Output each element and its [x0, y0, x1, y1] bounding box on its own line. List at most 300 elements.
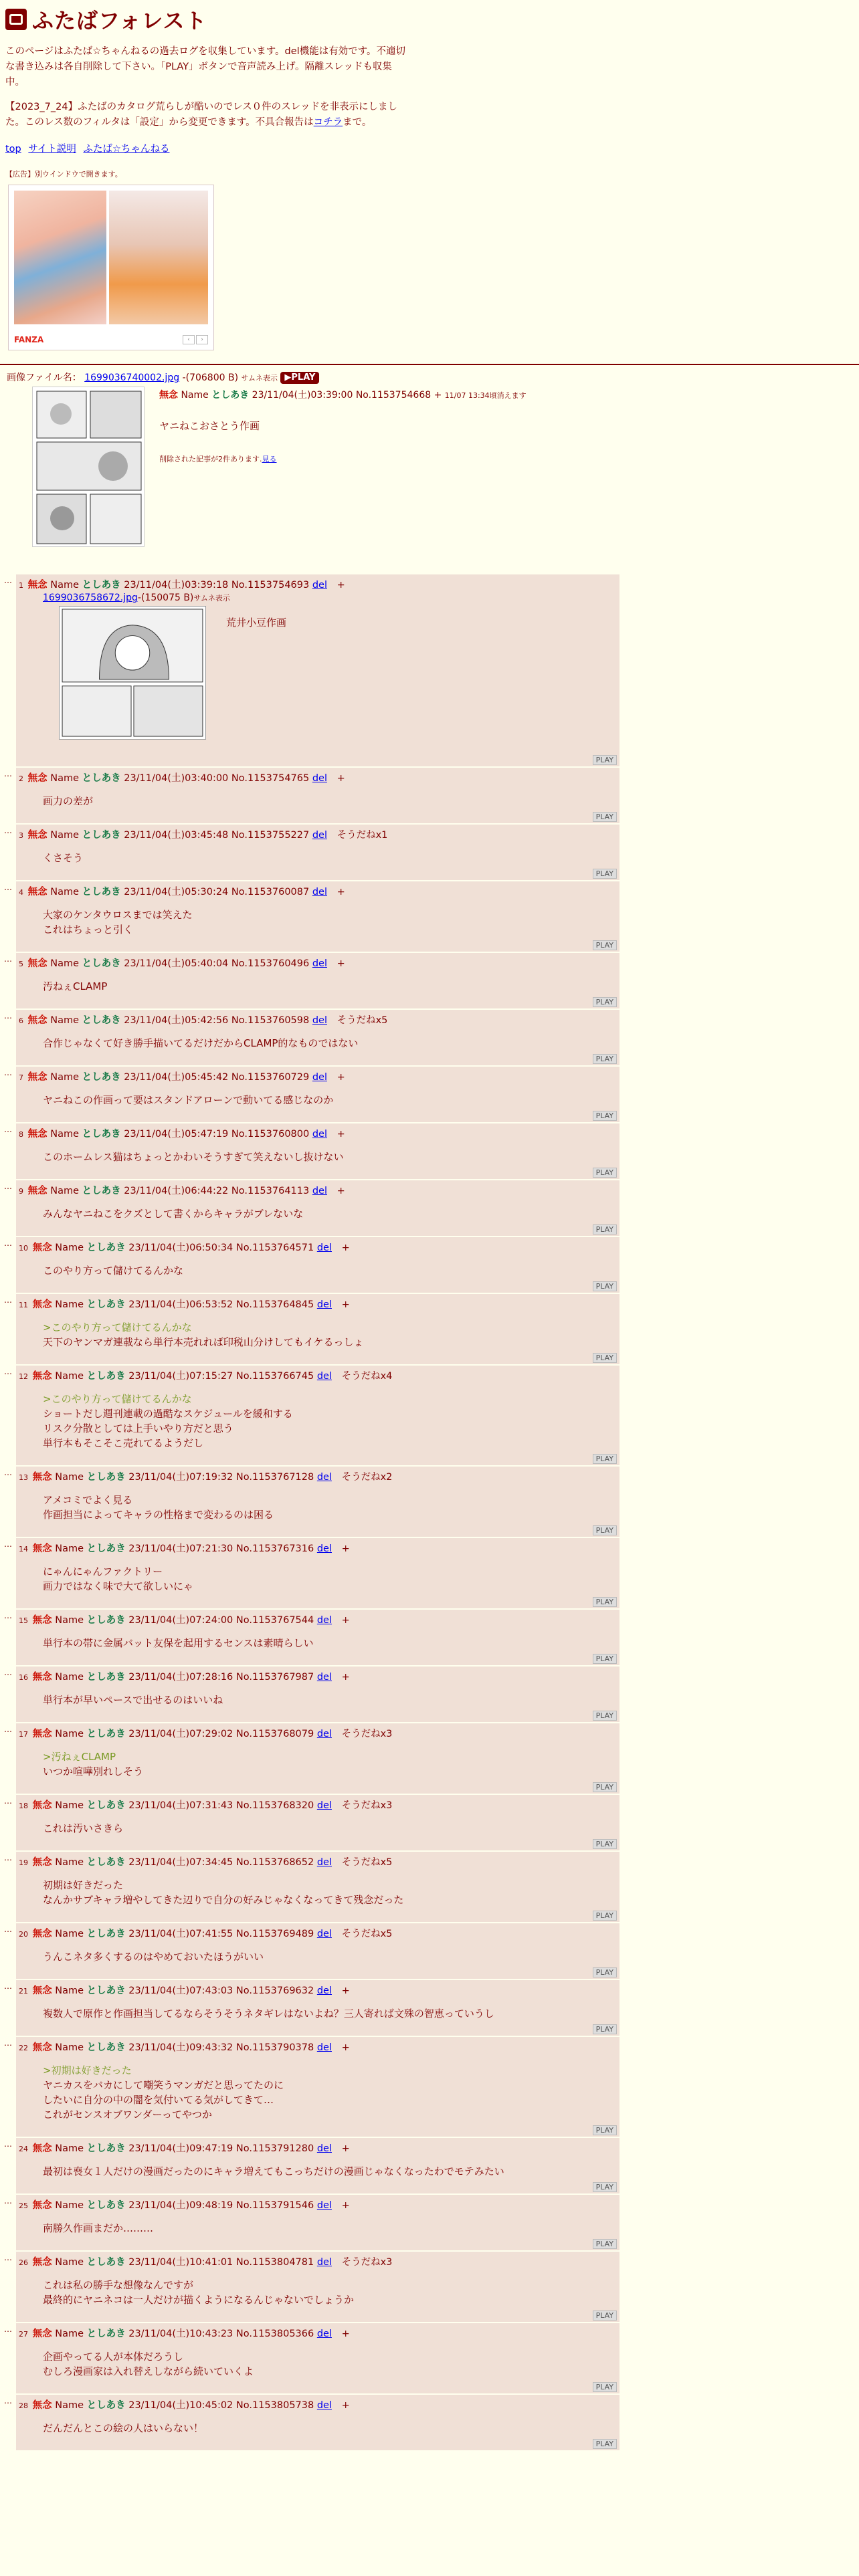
- reply-play-button[interactable]: PLAY: [593, 1454, 617, 1464]
- reply-name-label: Name: [55, 2329, 84, 2339]
- reply-number: No.1153760729: [231, 1072, 310, 1083]
- reply-dots: …: [4, 1925, 12, 1934]
- reply-name-label: Name: [55, 1543, 84, 1554]
- reply-plus[interactable]: +: [337, 1186, 345, 1196]
- reply-name-label: Name: [50, 887, 79, 897]
- reply-datetime: 23/11/04(土)09:47:19: [128, 2143, 233, 2154]
- del-link[interactable]: del: [312, 1072, 327, 1083]
- reply-subject: 無念: [27, 580, 47, 591]
- reply-play-button[interactable]: PLAY: [593, 1597, 617, 1607]
- reply-datetime: 23/11/04(土)03:40:00: [124, 773, 229, 784]
- sodane-button[interactable]: そうだねx1: [337, 830, 388, 841]
- reply-subject: 無念: [32, 1929, 52, 1939]
- reply-play-button[interactable]: PLAY: [593, 2182, 617, 2192]
- reply-plus[interactable]: +: [337, 1072, 345, 1083]
- reply-datetime: 23/11/04(土)06:50:34: [128, 1243, 233, 1253]
- reply-body-line: 企画やってる人が本体だろうし: [43, 2351, 184, 2363]
- reply-body-line: 南勝久作画まだか………: [43, 2222, 154, 2234]
- thread-file-bar: [0, 370, 859, 384]
- reply-name-label: Name: [50, 1015, 79, 1026]
- reply-dots: …: [4, 2196, 12, 2206]
- reply-dots: …: [4, 576, 12, 585]
- del-link[interactable]: del: [316, 1299, 332, 1310]
- reply-header: [19, 772, 617, 786]
- reply-name-label: Name: [55, 1985, 84, 1996]
- reply-name: としあき: [82, 773, 121, 784]
- ad-image-right: [109, 191, 208, 324]
- ad-next-icon[interactable]: ›: [196, 335, 208, 344]
- reply-plus[interactable]: +: [341, 1985, 350, 1996]
- reply-name: としあき: [82, 830, 121, 841]
- reply-number: No.1153764845: [235, 1299, 314, 1310]
- reply-name: としあき: [82, 1186, 121, 1196]
- reply-name: としあき: [82, 1129, 121, 1140]
- sodane-button[interactable]: そうだねx3: [341, 2257, 393, 2268]
- reply-number: No.1153791546: [235, 2200, 314, 2211]
- reply-box: [16, 1980, 619, 2036]
- file-label: 画像ファイル名：: [7, 372, 82, 383]
- del-link[interactable]: del: [312, 958, 327, 969]
- reply-row: [4, 2395, 619, 2450]
- reply-header: [19, 2327, 617, 2341]
- reply-index: 9: [19, 1187, 23, 1196]
- ad-arrows: [183, 335, 208, 344]
- op-thumbnail-image: [33, 387, 145, 547]
- reply-subject: 無念: [27, 773, 47, 784]
- reply-play-button[interactable]: PLAY: [593, 1839, 617, 1849]
- reply-subject: 無念: [27, 1129, 47, 1140]
- intro-paragraph-2: [5, 100, 407, 130]
- reply-body: [43, 2221, 617, 2250]
- reply-name: としあき: [86, 1800, 126, 1811]
- reply-subject: 無念: [32, 2257, 52, 2268]
- reply-datetime: 23/11/04(土)10:45:02: [128, 2400, 233, 2411]
- reply-body-line: 荒井小豆作画: [226, 617, 287, 629]
- reply-dots: …: [4, 1981, 12, 1991]
- ad-image-left: [14, 191, 106, 324]
- reply-header: [19, 1128, 617, 1142]
- del-link[interactable]: del: [312, 830, 327, 841]
- reply-number: No.1153766745: [235, 1371, 314, 1382]
- del-link[interactable]: del: [316, 1243, 332, 1253]
- reply-dots: …: [4, 769, 12, 778]
- reply-play-button[interactable]: PLAY: [593, 940, 617, 950]
- reply-body-line: なんかサブキャラ増やしてきた辺りで自分の好みじゃなくなってきて残念だった: [43, 1894, 404, 1906]
- del-link[interactable]: del: [316, 2400, 332, 2411]
- ad-brand: FANZA: [14, 335, 44, 344]
- reply-plus[interactable]: +: [341, 1243, 350, 1253]
- reply-box: [16, 1795, 619, 1850]
- report-link[interactable]: コチラ: [313, 117, 343, 128]
- reply-name-label: Name: [50, 1186, 79, 1196]
- reply-subject: 無念: [32, 1543, 52, 1554]
- reply-box: [16, 1067, 619, 1122]
- op-thumbnail[interactable]: [32, 387, 145, 547]
- reply-name-label: Name: [55, 1472, 84, 1483]
- reply-datetime: 23/11/04(土)05:40:04: [124, 958, 229, 969]
- del-link[interactable]: del: [316, 2200, 332, 2211]
- ad-banner[interactable]: [8, 185, 214, 350]
- deleted-show-link[interactable]: 見る: [262, 455, 277, 463]
- reply-dots: …: [4, 1539, 12, 1549]
- reply-number: No.1153754765: [231, 773, 310, 784]
- reply-datetime: 23/11/04(土)06:53:52: [128, 1299, 233, 1310]
- reply-body-line: これがセンスオブワンダーってやつか: [43, 2109, 212, 2121]
- reply-plus[interactable]: +: [337, 773, 345, 784]
- reply-play-button[interactable]: PLAY: [593, 997, 617, 1007]
- reply-body: [43, 2349, 617, 2393]
- reply-body: [43, 2421, 617, 2450]
- reply-index: 28: [19, 2401, 28, 2410]
- del-link[interactable]: del: [312, 1129, 327, 1140]
- reply-subject: 無念: [32, 2200, 52, 2211]
- reply-body: [43, 1150, 617, 1179]
- reply-dots: …: [4, 1668, 12, 1677]
- reply-index: 2: [19, 774, 23, 783]
- sodane-button[interactable]: そうだねx4: [341, 1371, 393, 1382]
- del-link[interactable]: del: [316, 1929, 332, 1939]
- reply-dots: …: [4, 1796, 12, 1806]
- sodane-button[interactable]: そうだねx3: [341, 1800, 393, 1811]
- reply-number: No.1153764113: [231, 1186, 310, 1196]
- reply-body-line: このやり方って儲けてるんかな: [43, 1265, 184, 1277]
- reply-box: [16, 825, 619, 880]
- del-link[interactable]: del: [316, 1729, 332, 1739]
- reply-row: [4, 953, 619, 1008]
- reply-box: [16, 1366, 619, 1465]
- reply-row: [4, 1795, 619, 1850]
- reply-header: [19, 2256, 617, 2270]
- reply-number: No.1153767987: [235, 1672, 314, 1683]
- reply-index: 20: [19, 1930, 28, 1939]
- reply-thumb-label: サムネ表示: [193, 594, 230, 603]
- reply-subject: 無念: [32, 1243, 52, 1253]
- sodane-button[interactable]: そうだねx5: [341, 1929, 393, 1939]
- reply-subject: 無念: [32, 1615, 52, 1626]
- del-link[interactable]: del: [312, 773, 327, 784]
- reply-dots: …: [4, 1611, 12, 1620]
- reply-plus[interactable]: +: [341, 2329, 350, 2339]
- reply-index: 3: [19, 831, 23, 840]
- reply-number: No.1153805738: [235, 2400, 314, 2411]
- reply-body: [43, 1821, 617, 1850]
- sodane-button[interactable]: そうだねx5: [341, 1857, 393, 1868]
- reply-body: [43, 1693, 617, 1722]
- reply-index: 8: [19, 1130, 23, 1139]
- reply-row: [4, 1366, 619, 1465]
- reply-play-button[interactable]: PLAY: [593, 1654, 617, 1664]
- reply-plus[interactable]: +: [341, 1543, 350, 1554]
- reply-index: 12: [19, 1372, 28, 1381]
- reply-dots: …: [4, 1182, 12, 1191]
- file-meta: -(706800 B): [182, 372, 239, 383]
- op-datetime: 23/11/04(土)03:39:00: [252, 390, 353, 401]
- thumb-label: サムネ表示: [241, 374, 278, 383]
- ad-prev-icon[interactable]: ‹: [183, 335, 195, 344]
- reply-body: [43, 2063, 617, 2137]
- reply-header: [19, 2399, 617, 2413]
- reply-body-line: だんだんとこの絵の人はいらない！: [43, 2422, 204, 2434]
- reply-row: [4, 1538, 619, 1608]
- reply-box: [16, 1923, 619, 1979]
- reply-number: No.1153767544: [235, 1615, 314, 1626]
- thread-play-button[interactable]: ▶PLAY: [280, 372, 319, 384]
- reply-play-button[interactable]: PLAY: [593, 812, 617, 822]
- reply-subject: 無念: [32, 1985, 52, 1996]
- reply-body: [43, 2006, 617, 2036]
- del-link[interactable]: del: [312, 1186, 327, 1196]
- sodane-button[interactable]: そうだねx5: [337, 1015, 388, 1026]
- reply-body: [43, 1493, 617, 1537]
- reply-play-button[interactable]: PLAY: [593, 755, 617, 765]
- reply-dots: …: [4, 2396, 12, 2405]
- reply-quote: >汚ねぇCLAMP: [43, 1751, 116, 1763]
- reply-name-label: Name: [50, 958, 79, 969]
- reply-header: [19, 829, 617, 843]
- reply-subject: 無念: [32, 1729, 52, 1739]
- op-header: [159, 388, 527, 401]
- reply-box: [16, 881, 619, 952]
- reply-box: [16, 2323, 619, 2393]
- reply-name-label: Name: [55, 1729, 84, 1739]
- reply-play-button[interactable]: PLAY: [593, 1224, 617, 1235]
- reply-list: [4, 574, 619, 2450]
- reply-name: としあき: [86, 2042, 126, 2053]
- reply-plus[interactable]: +: [341, 2042, 350, 2053]
- reply-plus[interactable]: +: [341, 2400, 350, 2411]
- reply-box: [16, 2195, 619, 2250]
- reply-play-button[interactable]: PLAY: [593, 1281, 617, 1291]
- reply-index: 10: [19, 1244, 28, 1253]
- reply-plus[interactable]: +: [337, 580, 345, 591]
- reply-body: [43, 1392, 617, 1465]
- op-name-label: Name: [181, 390, 209, 401]
- reply-body-line: 作画担当によってキャラの性格まで変わるのは困る: [43, 1509, 274, 1521]
- reply-number: No.1153805366: [235, 2329, 314, 2339]
- reply-name-label: Name: [50, 830, 79, 841]
- reply-header: [19, 2199, 617, 2213]
- reply-index: 16: [19, 1673, 28, 1682]
- reply-name-label: Name: [55, 1800, 84, 1811]
- reply-header: [19, 1298, 617, 1312]
- del-link[interactable]: del: [316, 1985, 332, 1996]
- reply-box: [16, 1294, 619, 1364]
- reply-body-line: 単行本もそこそこ売れてるようだし: [43, 1437, 204, 1449]
- reply-play-button[interactable]: PLAY: [593, 1711, 617, 1721]
- del-link[interactable]: del: [316, 1472, 332, 1483]
- reply-body-line: にゃんにゃんファクトリー: [43, 1566, 163, 1578]
- del-link[interactable]: del: [312, 580, 327, 591]
- reply-play-button[interactable]: PLAY: [593, 2311, 617, 2321]
- reply-dots: …: [4, 826, 12, 835]
- reply-play-button[interactable]: PLAY: [593, 1967, 617, 1977]
- reply-play-button[interactable]: PLAY: [593, 1054, 617, 1064]
- reply-play-button[interactable]: PLAY: [593, 1353, 617, 1363]
- reply-body: [43, 851, 617, 880]
- reply-box: [16, 2138, 619, 2193]
- reply-box: [16, 1538, 619, 1608]
- reply-datetime: 23/11/04(土)07:28:16: [128, 1672, 233, 1683]
- reply-box: [16, 2252, 619, 2322]
- op-expire: 11/07 13:34頃消えます: [444, 391, 527, 400]
- reply-number: No.1153790378: [235, 2042, 314, 2053]
- reply-subject: 無念: [27, 830, 47, 841]
- page-header: [0, 0, 859, 350]
- reply-name: としあき: [86, 1672, 126, 1683]
- reply-index: 26: [19, 2258, 28, 2267]
- reply-datetime: 23/11/04(土)05:45:42: [124, 1072, 229, 1083]
- del-link[interactable]: del: [312, 1015, 327, 1026]
- del-link[interactable]: del: [316, 1800, 332, 1811]
- thread-op: [0, 384, 859, 574]
- reply-play-button[interactable]: PLAY: [593, 2024, 617, 2034]
- reply-box: [16, 1467, 619, 1537]
- reply-box: [16, 574, 619, 766]
- reply-subject: 無念: [32, 2400, 52, 2411]
- reply-name-label: Name: [55, 1929, 84, 1939]
- reply-play-button[interactable]: PLAY: [593, 869, 617, 879]
- reply-body: [43, 907, 617, 952]
- reply-body-line: 大家のケンタウロスまでは笑えた: [43, 909, 193, 921]
- reply-datetime: 23/11/04(土)07:41:55: [128, 1929, 233, 1939]
- reply-index: 1: [19, 581, 23, 590]
- reply-play-button[interactable]: PLAY: [593, 2125, 617, 2135]
- op-deleted-note: [159, 453, 277, 464]
- reply-row: [4, 1123, 619, 1179]
- reply-name: としあき: [86, 1857, 126, 1868]
- reply-index: 19: [19, 1858, 28, 1867]
- reply-body: [43, 1564, 617, 1608]
- reply-body-line: 画力の差が: [43, 795, 94, 807]
- reply-name: としあき: [82, 580, 121, 591]
- nav-futaba-link[interactable]: ふたば☆ちゃんねる: [83, 144, 170, 154]
- reply-body: [43, 1206, 617, 1236]
- reply-datetime: 23/11/04(土)07:21:30: [128, 1543, 233, 1554]
- reply-dots: …: [4, 1725, 12, 1734]
- reply-row: [4, 2138, 619, 2193]
- reply-datetime: 23/11/04(土)09:43:32: [128, 2042, 233, 2053]
- reply-row: [4, 2252, 619, 2322]
- reply-dots: …: [4, 1468, 12, 1477]
- reply-body-line: 画力ではなく味で大て欲しいにゃ: [43, 1580, 193, 1592]
- reply-plus[interactable]: +: [337, 958, 345, 969]
- reply-file-link[interactable]: 1699036758672.jpg: [43, 593, 138, 603]
- reply-name: としあき: [86, 1243, 126, 1253]
- reply-body: [43, 2164, 617, 2193]
- del-link[interactable]: del: [312, 887, 327, 897]
- reply-index: 21: [19, 1987, 28, 1996]
- reply-plus[interactable]: +: [341, 2200, 350, 2211]
- reply-image[interactable]: [59, 606, 206, 740]
- del-link[interactable]: del: [316, 2329, 332, 2339]
- reply-plus[interactable]: +: [341, 2143, 350, 2154]
- reply-name: としあき: [86, 1729, 126, 1739]
- reply-body: [43, 1949, 617, 1979]
- reply-dots: …: [4, 1068, 12, 1077]
- op-plus[interactable]: +: [434, 390, 442, 401]
- reply-subject: 無念: [27, 1072, 47, 1083]
- reply-subject: 無念: [27, 1015, 47, 1026]
- reply-name-label: Name: [55, 1857, 84, 1868]
- reply-play-button[interactable]: PLAY: [593, 2439, 617, 2449]
- reply-box: [16, 2395, 619, 2450]
- del-link[interactable]: del: [316, 2042, 332, 2053]
- reply-index: 27: [19, 2330, 28, 2339]
- reply-number: No.1153754693: [231, 580, 310, 591]
- reply-name: としあき: [86, 1371, 126, 1382]
- reply-name-label: Name: [55, 2200, 84, 2211]
- intro-text-3: まで。: [343, 117, 372, 128]
- sodane-button[interactable]: そうだねx2: [341, 1472, 393, 1483]
- sodane-button[interactable]: そうだねx3: [341, 1729, 393, 1739]
- reply-dots: …: [4, 1011, 12, 1021]
- reply-row: [4, 768, 619, 823]
- reply-play-button[interactable]: PLAY: [593, 1525, 617, 1535]
- reply-datetime: 23/11/04(土)05:42:56: [124, 1015, 229, 1026]
- reply-plus[interactable]: +: [341, 1299, 350, 1310]
- reply-play-button[interactable]: PLAY: [593, 1911, 617, 1921]
- reply-file-meta: -(150075 B): [137, 593, 194, 603]
- reply-plus[interactable]: +: [337, 1129, 345, 1140]
- site-title: ふたばフォレスト: [32, 8, 207, 33]
- reply-body-line: うんこネタ多くするのはやめておいたほうがいい: [43, 1951, 264, 1963]
- reply-plus[interactable]: +: [341, 1615, 350, 1626]
- reply-number: No.1153767316: [235, 1543, 314, 1554]
- reply-row: [4, 1067, 619, 1122]
- reply-body: [43, 979, 617, 1008]
- reply-box: [16, 1237, 619, 1293]
- reply-body-line: ヤニねこの作画って要はスタンドアローンで動いてる感じなのか: [43, 1094, 334, 1106]
- reply-body: [43, 1878, 617, 1922]
- del-link[interactable]: del: [316, 1615, 332, 1626]
- thread-file-link[interactable]: 1699036740002.jpg: [84, 372, 180, 383]
- del-link[interactable]: del: [316, 1371, 332, 1382]
- reply-subject: 無念: [32, 1800, 52, 1811]
- reply-play-button[interactable]: PLAY: [593, 1168, 617, 1178]
- del-link[interactable]: del: [316, 2143, 332, 2154]
- reply-header: [19, 1614, 617, 1628]
- reply-dots: …: [4, 1125, 12, 1134]
- reply-row: [4, 1852, 619, 1922]
- reply-play-button[interactable]: PLAY: [593, 1782, 617, 1792]
- reply-body-line: 単行本が早いペースで出せるのはいいね: [43, 1694, 223, 1706]
- nav-about-link[interactable]: サイト説明: [28, 144, 76, 154]
- reply-name: としあき: [82, 887, 121, 897]
- reply-play-button[interactable]: PLAY: [593, 2239, 617, 2249]
- reply-body: [43, 2278, 617, 2322]
- reply-header: [19, 957, 617, 971]
- reply-body-line: これは私の勝手な想像なんですが: [43, 2279, 194, 2291]
- reply-number: No.1153767128: [235, 1472, 314, 1483]
- reply-plus[interactable]: +: [337, 887, 345, 897]
- nav-top-link[interactable]: top: [5, 144, 21, 154]
- del-link[interactable]: del: [316, 2257, 332, 2268]
- reply-spacer: [19, 740, 617, 766]
- reply-plus[interactable]: +: [341, 1672, 350, 1683]
- reply-dots: …: [4, 883, 12, 892]
- del-link[interactable]: del: [316, 1543, 332, 1554]
- del-link[interactable]: del: [316, 1672, 332, 1683]
- del-link[interactable]: del: [316, 1857, 332, 1868]
- reply-row: [4, 1010, 619, 1065]
- reply-image-row: [59, 606, 617, 740]
- reply-number: No.1153760598: [231, 1015, 310, 1026]
- reply-name: としあき: [82, 958, 121, 969]
- site-logo-icon: [5, 9, 27, 30]
- reply-play-button[interactable]: PLAY: [593, 2382, 617, 2392]
- reply-name-label: Name: [55, 1371, 84, 1382]
- reply-play-button[interactable]: PLAY: [593, 1111, 617, 1121]
